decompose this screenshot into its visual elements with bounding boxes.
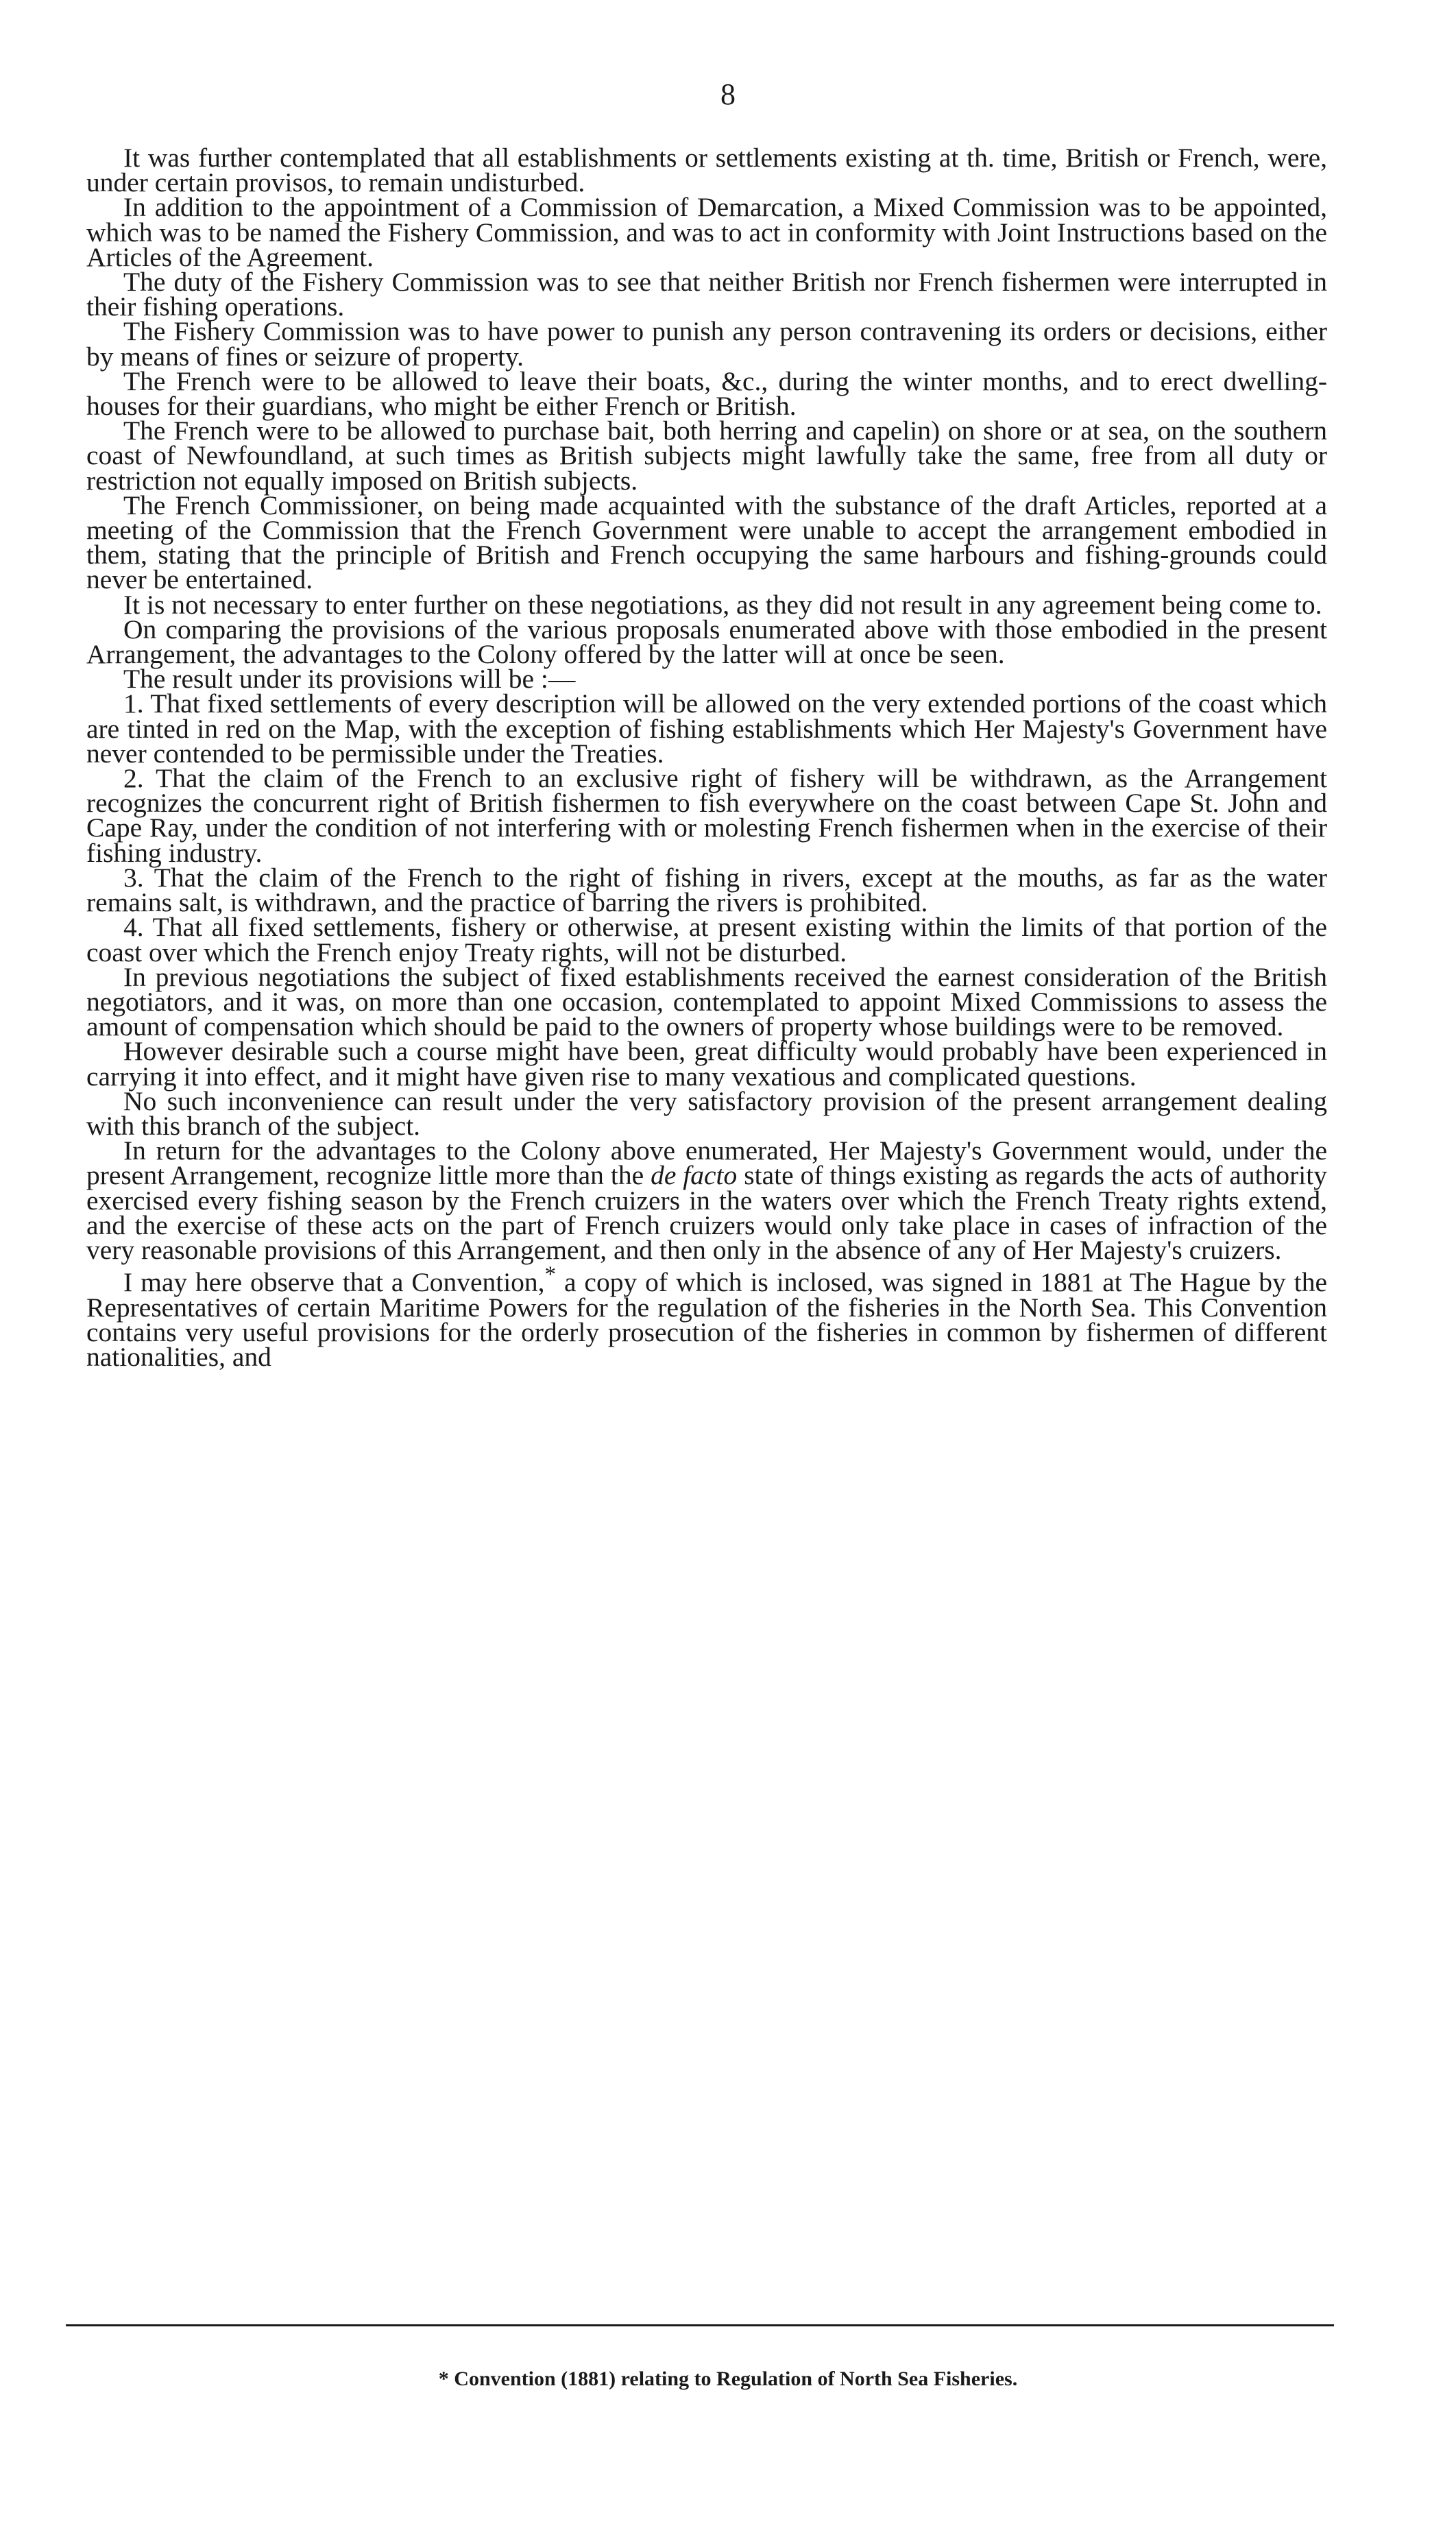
body-text — [86, 143, 1328, 1372]
list-item-2: 2. That the claim of the French to an exclusive right of fishery will be withdrawn, as the Arrangement recognizes the concurrent right of British fishermen to fish everywhere on the coast between Cape St. John and Cape Ray, under the condition of not interfering with or molesting French fishermen when in the exercise of their fishing industry. — [86, 763, 1327, 868]
paragraph-17: No such inconvenience can result under the very satisfactory provision of the present arrangement dealing with this branch of the subject. — [86, 1085, 1327, 1141]
list-item-1: 1. That fixed settlements of every description will be allowed on the very extended portions of the coast which are tinted in red on the Map, with the exception of fishing establishments which Her Majesty's Government have never contended to be permissible under the Treaties. — [86, 688, 1327, 769]
paragraph-3: The duty of the Fishery Commission was to see that neither British nor French fishermen were interrupted in their fishing operations. — [86, 267, 1327, 322]
list-item-3: 3. That the claim of the French to the right of fishing in rivers, except at the mouths, as far as the water remains salt, is withdrawn, and the practice of barring the rivers is prohibited. — [86, 862, 1327, 918]
paragraph-19-end: a copy of which is inclosed, was signed in 1881 at The Hague by the Representatives of certain Maritime Powers for the regulation of the fisheries in the North Sea. This Convention contains very useful provisions for the orderly prosecution of the fisheries in common by fishermen of different nationalities, and — [86, 1267, 1328, 1372]
paragraph-18 — [86, 1135, 1327, 1265]
paragraph-19 — [86, 1262, 1328, 1372]
paragraph-18-end: state of things existing as regards the acts of authority exercised every fishing season by the French cruizers in the waters over which the French Treaty rights extend, and the exercise of these acts on the part of French cruizers would only take place in cases of infraction of the very reasonable provisions of this Arrangement, and then only in the absence of any of Her Majesty's cruizers. — [86, 1160, 1327, 1265]
paragraph-9: On comparing the provisions of the various proposals enumerated above with those embodied in the present Arrangement, the advantages to the Colony offered by the latter will at once be seen. — [86, 614, 1327, 670]
paragraph-4: The Fishery Commission was to have power to punish any person contravening its orders or decisions, either by means of fines or seizure of property. — [86, 316, 1327, 372]
paragraph-8: It is not necessary to enter further on these negotiations, as they did not result in any agreement being come to. — [123, 589, 1322, 620]
paragraph-2: In addition to the appointment of a Commission of Demarcation, a Mixed Commission was to be appointed, which was to be named the Fishery Commission, and was to act in conformity with Joint Instructions based on the Articles of the Agreement. — [86, 192, 1327, 272]
list-item-4: 4. That all fixed settlements, fishery or otherwise, at present existing within the limits of that portion of the coast over which the French enjoy Treaty rights, will not be disturbed. — [86, 912, 1327, 967]
paragraph-15: In previous negotiations the subject of fixed establishments received the earnest consideration of the British negotiators, and it was, on more than one occasion, contemplated to appoint Mixed Commissions to assess the amount of compensation which should be paid to the owners of property whose buildings were to be removed. — [86, 961, 1327, 1042]
paragraph-5: The French were to be allowed to leave their boats, &c., during the winter months, and to erect dwelling-houses for their guardians, who might be either French or British. — [86, 365, 1327, 422]
italic-phrase: de facto — [651, 1160, 738, 1191]
paragraph-18-start: In return for the advantages to the Colony above enumerated, Her Majesty's Government would, under the present Arrangement, recognize little more than the — [86, 1135, 1327, 1191]
footnote-divider — [66, 2324, 1334, 2326]
paragraph-16: However desirable such a course might have been, great difficulty would probably have been experienced in carrying it into effect, and it might have given rise to many vexatious and complicated questions. — [86, 1036, 1327, 1092]
paragraph-10: The result under its provisions will be :— — [123, 664, 576, 695]
paragraph-1: It was further contemplated that all establishments or settlements existing at th. time, British or French, were, under certain provisos, to remain undisturbed. — [86, 143, 1327, 198]
footnote-mark: * — [544, 1262, 557, 1288]
paragraph-6: The French were to be allowed to purchase bait, both herring and capelin) on shore or at sea, on the southern coast of Newfoundland, at such times as British subjects might lawfully take the same, free from all duty or restriction not equally imposed on British subjects. — [86, 415, 1327, 496]
footnote: * Convention (1881) relating to Regulation of North Sea Fisheries. — [438, 2368, 1018, 2390]
page-number: 8 — [720, 77, 736, 111]
paragraph-7: The French Commissioner, on being made acquainted with the substance of the draft Articles, reported at a meeting of the Commission that the French Government were unable to accept the arrangement embodied in them, stating that the principle of British and French occupying the same harbours and fishing-grounds could never be entertained. — [86, 490, 1327, 595]
paragraph-19-start: I may here observe that a Convention, — [123, 1267, 545, 1298]
